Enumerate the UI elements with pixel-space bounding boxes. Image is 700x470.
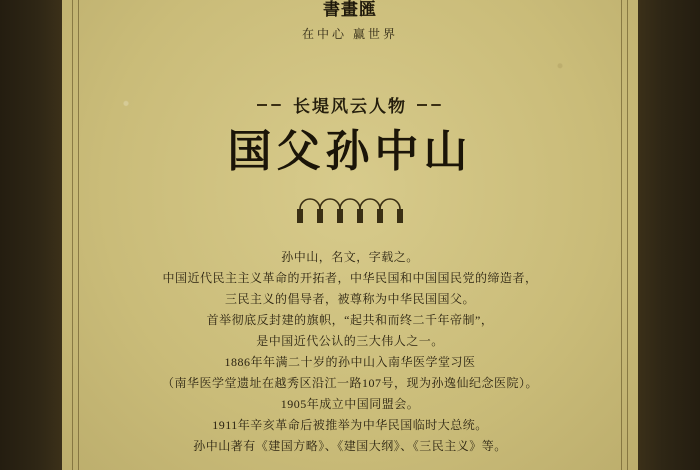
brand-logo: 書畫匯 [323,0,377,19]
inner-rule-left-inner [78,0,79,470]
body-line: 1905年成立中国同盟会。 [280,397,420,412]
right-border-band [638,0,700,470]
series-label: 长堤风云人物 [293,97,407,116]
body-line: 1886年年满二十岁的孙中山入南华医学堂习医 [224,355,476,370]
page-title: 国父孙中山 [227,127,473,176]
body-line: 是中国近代公认的三大伟人之一。 [256,334,444,349]
poster-content [90,0,610,470]
inner-rule-left-outer [72,0,73,470]
body-line: 三民主义的倡导者，被尊称为中华民国国父。 [224,292,475,307]
archway-ornament-icon [290,189,410,225]
left-border-band [0,0,62,470]
ornament-right-icon [417,100,443,110]
brand-block [90,0,610,46]
ornament-left-icon [257,100,283,110]
body-text [90,247,610,457]
body-line: 中国近代民主主义革命的开拓者，中华民国和中国国民党的缔造者， [162,271,538,286]
body-line: 孙中山，名文，字载之。 [281,250,419,265]
body-line: 孙中山著有《建国方略》、《建国大纲》、《三民主义》等。 [193,439,507,454]
brand-slogan: 在中心 赢世界 [301,27,398,41]
inner-rule-right-inner [621,0,622,470]
body-line: 首举彻底反封建的旗帜，“起共和而终二千年帝制”， [206,313,494,328]
series-label-row [90,92,610,117]
inner-rule-right-outer [627,0,628,470]
body-line: 1911年辛亥革命后被推举为中华民国临时大总统。 [212,418,488,433]
body-line: （南华医学堂遗址在越秀区沿江一路107号，现为孙逸仙纪念医院）。 [161,376,538,391]
